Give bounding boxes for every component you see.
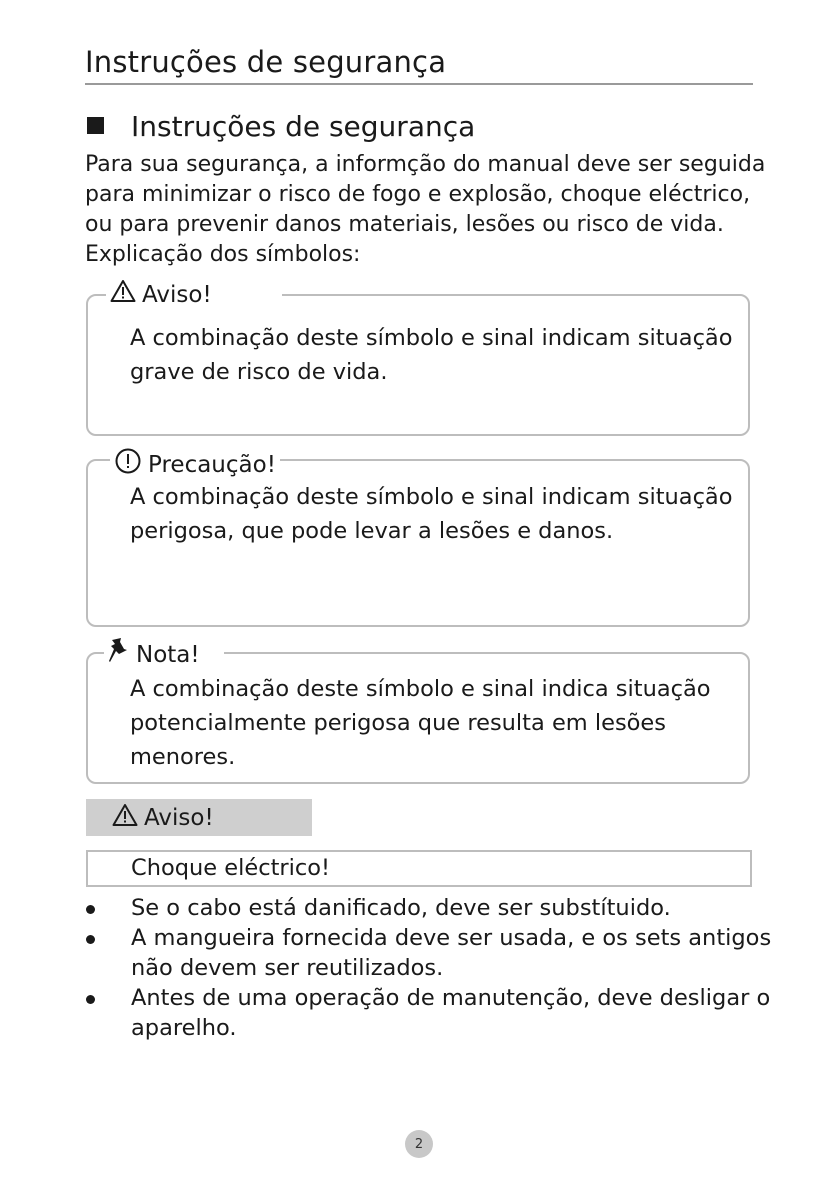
page-header-title: Instruções de segurança	[85, 45, 447, 79]
header-divider	[85, 83, 753, 85]
page-number: 2	[405, 1130, 433, 1158]
list-item-text: Se o cabo está danificado, deve ser substítuido.	[131, 895, 671, 921]
list-item-text: A mangueira fornecida deve ser usada, e os sets antigos não devem ser reutilizados.	[131, 925, 772, 981]
nota-legend	[104, 637, 224, 673]
nota-label: Nota!	[136, 642, 200, 668]
section-bullet-square	[87, 117, 104, 134]
section-title: Instruções de segurança	[131, 110, 476, 143]
list-item	[85, 923, 775, 983]
aviso-description: A combinação deste símbolo e sinal indicam situação grave de risco de vida.	[130, 325, 733, 385]
warning-triangle-icon	[110, 279, 136, 311]
precaucao-legend	[110, 447, 280, 483]
precaucao-description: A combinação deste símbolo e sinal indicam situação perigosa, que pode levar a lesões e danos.	[130, 484, 733, 544]
aviso-label: Aviso!	[142, 282, 212, 308]
bullet-dot	[86, 935, 95, 944]
nota-description: A combinação deste símbolo e sinal indica situação potencialmente perigosa que resulta em lesões menores.	[130, 676, 711, 770]
shock-title: Choque eléctrico!	[131, 855, 331, 881]
bullet-dot	[86, 995, 95, 1004]
precaucao-label: Precaução!	[148, 452, 276, 478]
list-item	[85, 983, 775, 1043]
warning-triangle-icon	[112, 803, 138, 833]
aviso-legend	[106, 279, 282, 311]
list-item	[85, 893, 775, 923]
aviso-banner-label: Aviso!	[144, 804, 214, 831]
list-item-text: Antes de uma operação de manutenção, deve desligar o aparelho.	[131, 985, 771, 1041]
bullet-dot	[86, 905, 95, 914]
exclamation-circle-icon	[114, 447, 142, 483]
aviso-banner	[86, 799, 312, 836]
intro-paragraph: Para sua segurança, a informção do manual deve ser seguida para minimizar o risco de fogo e explosão, choque eléctrico, ou para prevenir danos materiais, lesões ou risco de vida. Explicação dos símbolos:	[85, 152, 766, 267]
safety-bullet-list	[85, 893, 775, 1043]
pushpin-icon	[108, 637, 130, 673]
